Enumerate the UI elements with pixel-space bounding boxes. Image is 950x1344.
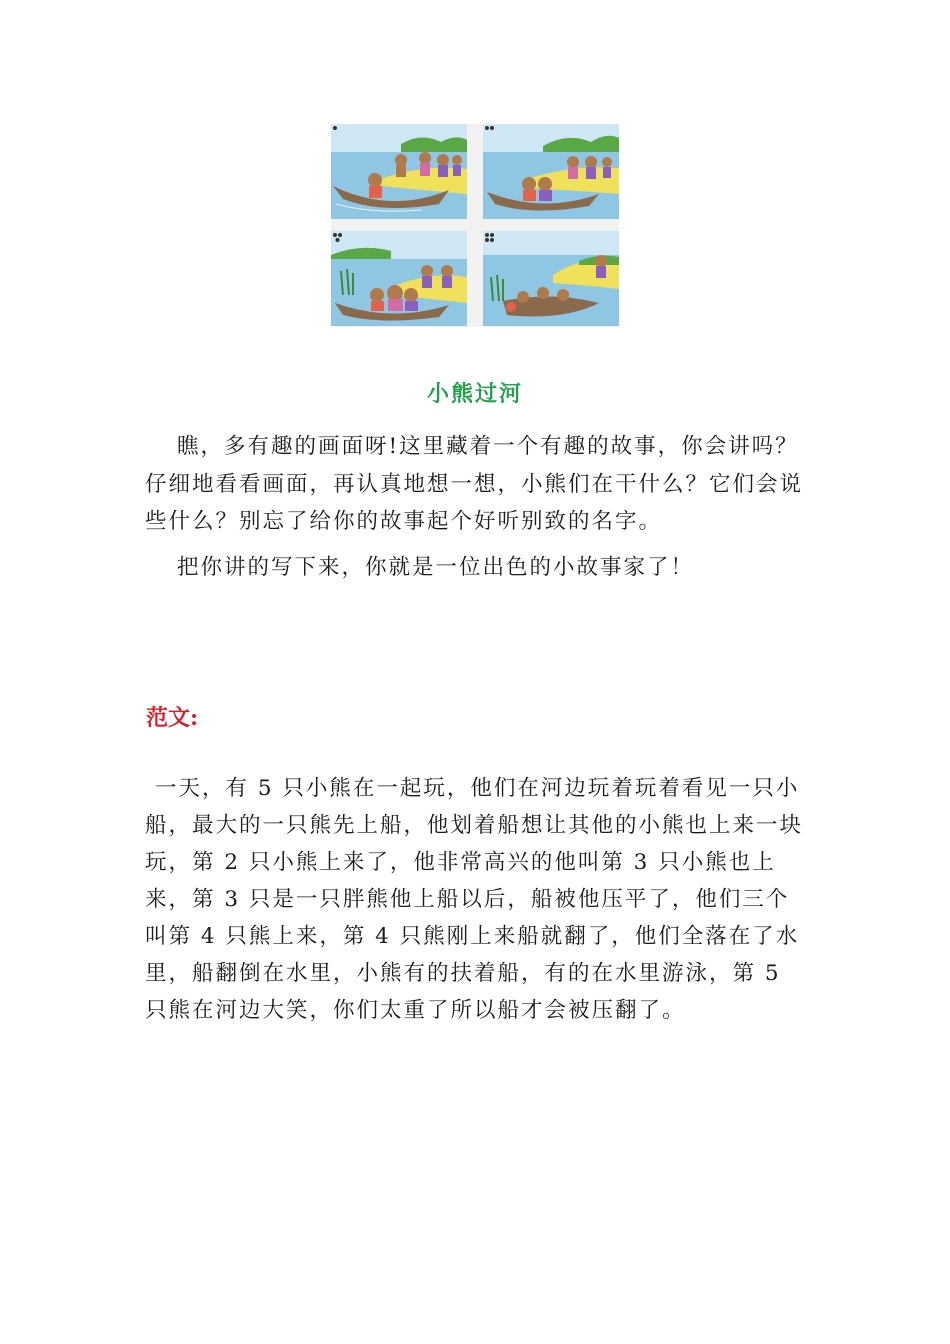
example-essay-label: 范文: <box>146 705 199 731</box>
story-title: 小熊过河 <box>426 381 523 407</box>
story-panel-1 <box>331 124 467 219</box>
example-essay-text: 一天，有 5 只小熊在一起玩，他们在河边玩着玩着看见一只小船，最大的一只熊先上船，他划着船想让其他的小熊也上来一块玩，第 2 只小熊上来了，他非常高兴的他叫第 3 只小熊也上来，第 3 只是一只胖熊他上船以后，船被他压平了，他们三个叫第 4 只熊上来，第 4 只熊刚上来船就翻了，他们全落在了水里，船翻倒在水里，小熊有的扶着船，有的在水里游泳，第 5 只熊在河边大笑，你们太重了所以船才会被压翻了。 <box>145 776 804 1023</box>
story-panel-2 <box>483 124 619 219</box>
prompt-paragraph-2: 把你讲的写下来，你就是一位出色的小故事家了！ <box>177 554 695 580</box>
panel-dot <box>333 126 337 130</box>
story-illustration <box>331 124 619 327</box>
story-panel-4 <box>483 231 619 326</box>
writing-prompt <box>145 428 810 586</box>
prompt-paragraph-1: 瞧，多有趣的画面呀!这里藏着一个有趣的故事，你会讲吗？仔细地看看画面，再认真地想一想，小熊们在干什么？它们会说些什么？别忘了给你的故事起个好听别致的名字。 <box>145 434 804 534</box>
story-panel-3 <box>331 231 467 326</box>
example-essay <box>145 770 810 1029</box>
